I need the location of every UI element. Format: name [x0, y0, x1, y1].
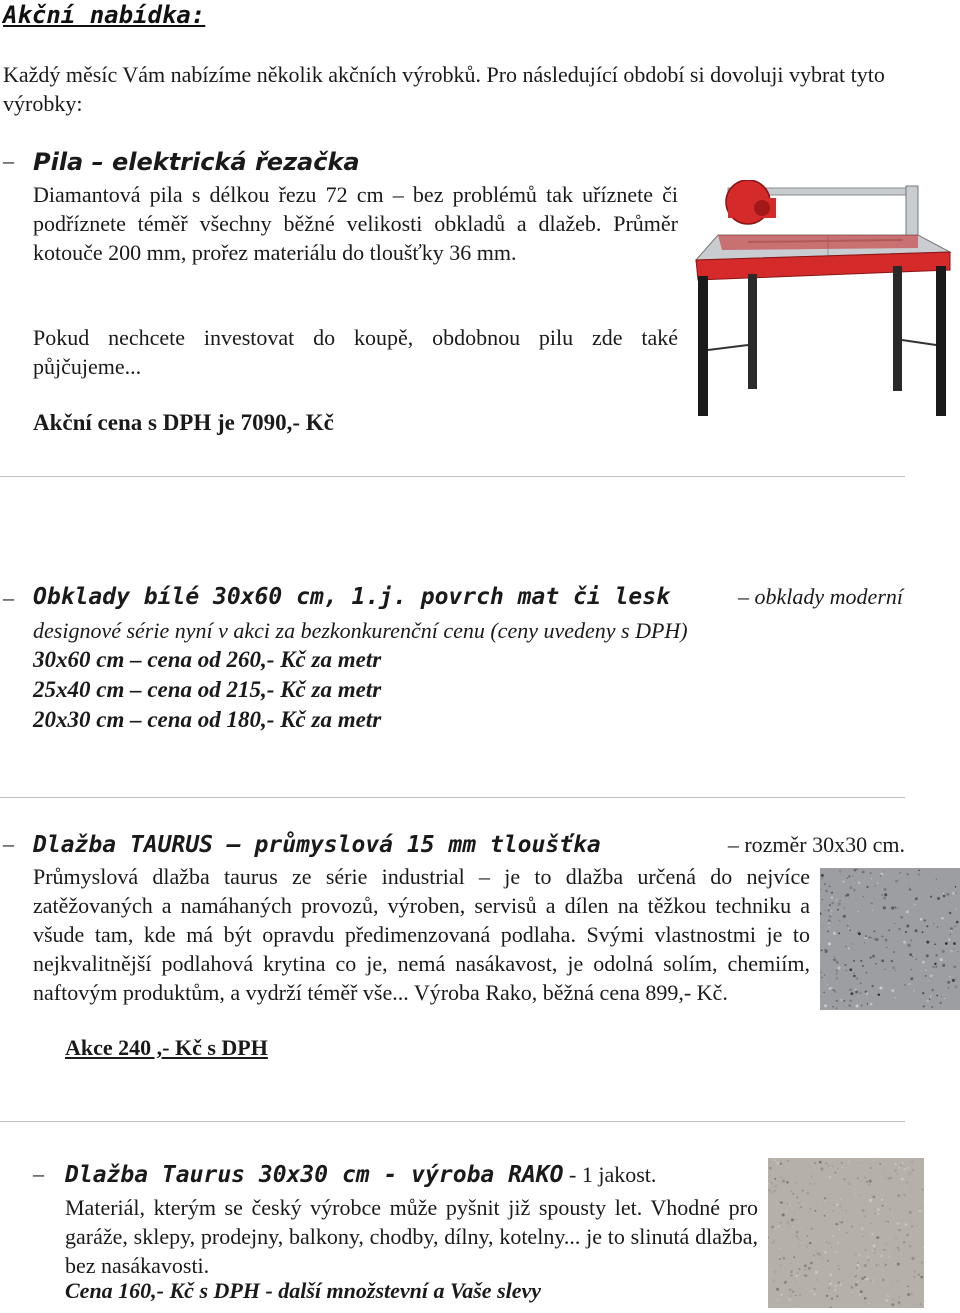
- tiles-white-title: Obklady bílé 30x60 cm, 1.j. povrch mat či lesk: [33, 584, 670, 610]
- taurus-rako-description: Materiál, kterým se český výrobce může pyšnit již spousty let. Vhodné pro garáže, sklepy, prodejny, balkony, chodby, dílny, kotelny... je to slinutá dlažba, bez nasákavosti.: [65, 1195, 758, 1278]
- taurus-rako-price: Cena 160,- Kč s DPH - další množstevní a Vaše slevy: [65, 1278, 542, 1303]
- bullet-dash: –: [3, 831, 14, 856]
- tiles-white-desc: designové série nyní v akci za bezkonkurenční cenu (ceny uvedeny s DPH): [33, 618, 688, 643]
- section-divider: [0, 476, 905, 477]
- bullet-dash: –: [3, 148, 14, 173]
- tiles-white-desc-head: – obklady moderní: [738, 584, 903, 609]
- saw-price: Akční cena s DPH je 7090,- Kč: [33, 410, 334, 435]
- taurus-rako-swatch: [768, 1158, 924, 1308]
- tiles-white-heading: [33, 584, 903, 610]
- section-divider: [0, 1121, 905, 1122]
- saw-description: Diamantová pila s délkou řezu 72 cm – bez problémů tak uříznete či podříznete téměř všechny běžné velikosti obkladů a dlažeb. Průměr kotouče 200 mm, prořez materiálu do tloušťky 36 mm.: [33, 182, 678, 265]
- tiles-price-line: 25x40 cm – cena od 215,- Kč za metr: [33, 677, 382, 702]
- taurus-industrial-action-price: Akce 240 ,- Kč s DPH: [65, 1035, 268, 1060]
- taurus-industrial-heading: [33, 830, 905, 860]
- saw-title: Pila – elektrická řezačka: [33, 148, 360, 176]
- taurus-industrial-swatch: [820, 868, 960, 1010]
- intro-text: Každý měsíc Vám nabízíme několik akčních výrobků. Pro následující období si dovoluji vybrat tyto výrobky:: [3, 62, 885, 116]
- bullet-dash: –: [3, 585, 14, 610]
- saw-rent-note: Pokud nechcete investovat do koupě, obdobnou pilu zde také půjčujeme...: [33, 325, 678, 379]
- taurus-industrial-size: – rozměr 30x30 cm.: [727, 832, 905, 857]
- page-title: Akční nabídka:: [3, 1, 206, 29]
- taurus-industrial-description: Průmyslová dlažba taurus ze série industrial – je to dlažba určená do nejvíce zatěžovaných a namáhaných provozů, výroben, servisů a dílen na těžkou techniku a všude tam, kde má být opravdu předimenzovaná podlaha. Svými vlastnostmi je to nejkvalitnější podlahová krytina co je, nemá nasákavost, je odolná solím, chemiím, naftovým produktům, a vydrží téměř vše... Výroba Rako, běžná cena 899,- Kč.: [33, 864, 810, 1005]
- taurus-rako-grade: - 1 jakost.: [563, 1162, 657, 1187]
- taurus-rako-title: Dlažba Taurus 30x30 cm - výroba RAKO: [65, 1162, 564, 1188]
- tiles-price-line: 20x30 cm – cena od 180,- Kč za metr: [33, 707, 382, 732]
- bullet-dash: –: [33, 1161, 44, 1186]
- tiles-price-line: 30x60 cm – cena od 260,- Kč za metr: [33, 647, 382, 672]
- taurus-rako-heading: [65, 1160, 656, 1190]
- tile-saw-icon: [688, 180, 956, 420]
- section-divider: [0, 797, 905, 798]
- taurus-industrial-title: Dlažba TAURUS – průmyslová 15 mm tloušťka: [33, 832, 601, 858]
